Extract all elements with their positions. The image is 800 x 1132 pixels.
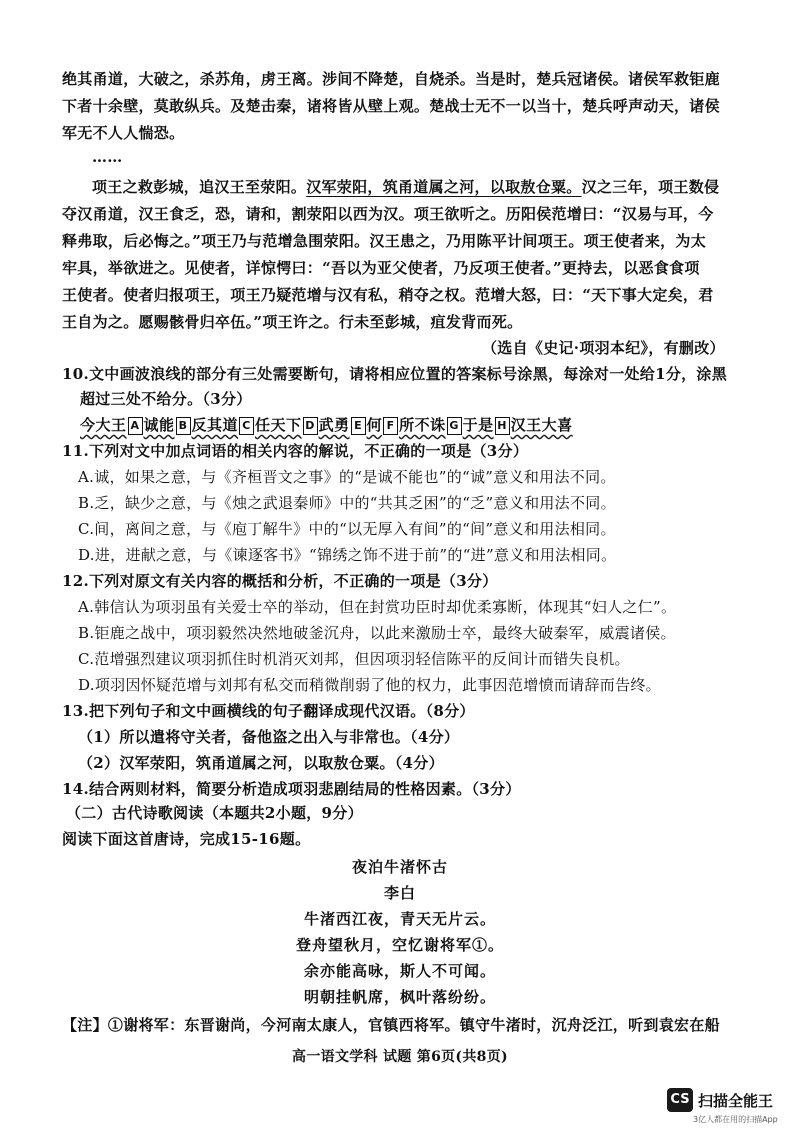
break-option-e[interactable]: E bbox=[351, 417, 366, 435]
segment: 今大王 bbox=[80, 416, 127, 434]
break-option-f[interactable]: F bbox=[383, 417, 398, 435]
poem-line-4: 明朝挂帆席，枫叶落纷纷。 bbox=[303, 988, 496, 1006]
ellipsis: …… bbox=[92, 148, 123, 166]
passage-line-2: 下者十余壁，莫敢纵兵。及楚击秦，诸将皆从壁上观。楚战士无不一以当十，楚兵呼声动天，诸侯 bbox=[62, 97, 720, 115]
q11-option-a[interactable]: A.诚，如果之意，与《齐桓晋文之事》的“是诚不能也”的“诚”意义和用法不同。 bbox=[78, 468, 616, 486]
q14-stem: 14.结合两则材料，简要分析造成项羽悲剧结局的性格因素。（3分） bbox=[62, 780, 521, 798]
segment: 所不诛 bbox=[399, 416, 446, 434]
poem-author: 李白 bbox=[383, 884, 416, 902]
passage-p2-line-1 bbox=[92, 176, 719, 198]
underlined-sentence: 汉军荥阳，筑甬道属之河，以取敖仓粟。 bbox=[306, 178, 582, 196]
watermark-app-name: 扫描全能王 bbox=[698, 1092, 774, 1110]
break-option-d[interactable]: D bbox=[303, 417, 318, 435]
q13-stem: 13.把下列句子和文中画横线的句子翻译成现代汉语。（8分） bbox=[62, 702, 475, 720]
q12-option-c[interactable]: C.范增强烈建议项羽抓住时机消灭刘邦，但因项羽轻信陈平的反间计而错失良机。 bbox=[78, 650, 630, 668]
break-option-b[interactable]: B bbox=[176, 417, 191, 435]
source-citation: （选自《史记·项羽本纪》，有删改） bbox=[482, 339, 725, 357]
poem-line-2: 登舟望秋月，空忆谢将军①。 bbox=[295, 936, 504, 954]
passage-p2-line-4: 牢具，举欲进之。见使者，详惊愕曰：“吾以为亚父使者，乃反项王使者。”更持去，以恶食食项 bbox=[62, 259, 700, 277]
passage-p2-line-3: 释弗取，后必悔之。”项王乃与范增急围荥阳。汉王患之，乃用陈平计间项王。项王使者来，为太 bbox=[62, 232, 707, 250]
break-option-g[interactable]: G bbox=[447, 417, 462, 435]
poem-title: 夜泊牛渚怀古 bbox=[351, 858, 448, 876]
p2-line-1-c: 汉之三年，项王数侵 bbox=[581, 178, 720, 196]
q12-option-b[interactable]: B.钜鹿之战中，项羽毅然决然地破釜沉舟，以此来激励士卒，最终大破秦军，威震诸侯。 bbox=[78, 624, 676, 642]
q13-item-1: （1）所以遣将守关者，备他盗之出入与非常也。（4分） bbox=[78, 728, 460, 746]
segment: 汉王大喜 bbox=[510, 416, 573, 434]
q11-option-c[interactable]: C.间，离间之意，与《庖丁解牛》中的“以无厚入有间”的“间”意义和用法相同。 bbox=[78, 520, 616, 538]
q11-stem: 11.下列对文中加点词语的相关内容的解说，不正确的一项是（3分） bbox=[62, 442, 529, 460]
q10-stem-line-2: 超过三处不给分。（3分） bbox=[80, 390, 252, 408]
passage-line-3: 军无不人人惴恐。 bbox=[62, 124, 185, 142]
segment: 任天下 bbox=[255, 416, 302, 434]
note-label: 【注】 bbox=[62, 1016, 108, 1034]
section-instruction: 阅读下面这首唐诗，完成15-16题。 bbox=[62, 830, 311, 848]
q10-segmented-sentence bbox=[80, 414, 573, 436]
passage-p2-line-6: 王自为之。愿赐骸骨归卒伍。”项王许之。行未至彭城，疽发背而死。 bbox=[62, 313, 523, 331]
q12-option-d[interactable]: D.项羽因怀疑范增与刘邦有私交而稍微削弱了他的权力，此事因范增愤而请辞而告终。 bbox=[78, 676, 661, 694]
q12-stem: 12.下列对原文有关内容的概括和分析，不正确的一项是（3分） bbox=[62, 572, 498, 590]
camscanner-logo-icon: CS bbox=[667, 1088, 693, 1112]
page-footer: 高一语文学科 试题 第6页(共8页) bbox=[292, 1049, 508, 1065]
note-text: ①谢将军：东晋谢尚，今河南太康人，官镇西将军。镇守牛渚时，沉舟泛江，听到袁宏在船 bbox=[107, 1016, 720, 1034]
break-option-c[interactable]: C bbox=[239, 417, 254, 435]
section-heading: （二）古代诗歌阅读（本题共2小题，9分） bbox=[66, 804, 363, 822]
q12-option-a[interactable]: A.韩信认为项羽虽有关爱士卒的举动，但在封赏功臣时却优柔寡断，体现其“妇人之仁”。 bbox=[78, 598, 677, 616]
passage-line-1: 绝其甬道，大破之，杀苏角，虏王离。涉间不降楚，自烧杀。当是时，楚兵冠诸侯。诸侯军救钜鹿 bbox=[62, 70, 720, 88]
poem-line-1: 牛渚西江夜，青天无片云。 bbox=[303, 910, 496, 928]
break-option-a[interactable]: A bbox=[128, 417, 143, 435]
q11-option-b[interactable]: B.乏，缺少之意，与《烛之武退秦师》中的“共其乏困”的“乏”意义和用法不同。 bbox=[78, 494, 616, 512]
watermark-tagline: 3亿人都在用的扫描App bbox=[693, 1115, 778, 1124]
passage-p2-line-2: 夺汉甬道，汉王食乏，恐，请和，割荥阳以西为汉。项王欲听之。历阳侯范增曰：“汉易与耳，今 bbox=[62, 205, 714, 223]
poem-line-3: 余亦能高咏，斯人不可闻。 bbox=[303, 962, 496, 980]
break-option-h[interactable]: H bbox=[495, 417, 510, 435]
q11-option-d[interactable]: D.进，进献之意，与《谏逐客书》“锦绣之饰不进于前”的“进”意义和用法相同。 bbox=[78, 546, 617, 564]
segment: 诚能 bbox=[143, 416, 175, 434]
q13-item-2: （2）汉军荥阳，筑甬道属之河，以取敖仓粟。（4分） bbox=[78, 754, 444, 772]
scanner-watermark bbox=[667, 1088, 791, 1124]
segment: 何 bbox=[366, 416, 383, 434]
annotation-note bbox=[62, 1014, 720, 1036]
segment: 于是 bbox=[462, 416, 494, 434]
passage-p2-line-5: 王使者。使者归报项王，项王乃疑范增与汉有私，稍夺之权。范增大怒，曰：“天下事大定矣，君 bbox=[62, 286, 714, 304]
segment: 武勇 bbox=[318, 416, 350, 434]
q10-stem-line-1: 10.文中画波浪线的部分有三处需要断句，请将相应位置的答案标号涂黑，每涂对一处给1分，涂黑 bbox=[62, 365, 728, 383]
segment: 反其道 bbox=[191, 416, 239, 434]
p2-line-1-a: 项王之救彭城，追汉王至荥阳。 bbox=[92, 178, 307, 196]
